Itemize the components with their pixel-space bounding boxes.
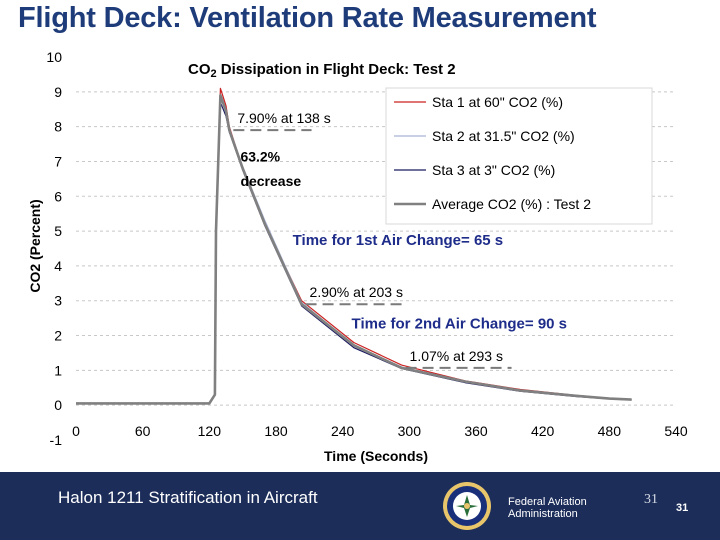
co2-dissipation-chart: [0, 40, 720, 472]
y-tick-label: 5: [54, 223, 62, 240]
y-tick-label: 2: [54, 327, 62, 344]
chart-title-suffix: Dissipation in Flight Deck: Test 2: [216, 61, 456, 78]
annotation-label: decrease: [240, 172, 302, 189]
annotation-label: 1.07% at 293 s: [409, 347, 503, 364]
footer-bar: [0, 472, 720, 540]
y-tick-label: 3: [54, 292, 62, 309]
y-tick-label: 8: [54, 118, 62, 135]
faa-seal-logo: [442, 481, 492, 531]
annotation-label: Time for 2nd Air Change= 90 s: [351, 315, 568, 333]
y-tick-label: 0: [54, 397, 62, 414]
y-tick-label: 7: [54, 153, 62, 170]
agency-line-1: Federal Aviation: [508, 496, 587, 508]
x-tick-label: 480: [597, 423, 622, 439]
chart-title-prefix: CO: [188, 61, 211, 78]
legend-label: Sta 3 at 3" CO2 (%): [432, 162, 556, 178]
y-tick-labels: [46, 49, 62, 448]
x-tick-label: 300: [397, 423, 422, 439]
x-tick-label: 120: [197, 423, 222, 439]
y-tick-label: 1: [54, 362, 62, 379]
annotation-label: Time for 1st Air Change= 65 s: [292, 232, 504, 250]
annotation-label: 2.90% at 203 s: [309, 284, 403, 301]
agency-name: [508, 496, 587, 520]
x-tick-label: 180: [264, 423, 288, 439]
slide-number: 31: [676, 502, 689, 514]
x-tick-label: 540: [664, 423, 688, 439]
annotation-label: 7.90% at 138 s: [237, 110, 331, 127]
x-tick-label: 0: [72, 423, 80, 439]
x-tick-label: 360: [464, 423, 488, 439]
y-tick-label: 4: [54, 257, 62, 274]
annotation-label: 63.2%: [240, 148, 281, 165]
y-tick-label: 10: [46, 49, 62, 65]
y-tick-label: 9: [54, 83, 62, 100]
y-tick-label: -1: [49, 432, 62, 448]
slide-title: Flight Deck: Ventilation Rate Measurement: [18, 2, 597, 34]
x-tick-label: 420: [530, 423, 555, 439]
legend: [386, 88, 652, 224]
legend-label: Sta 2 at 31.5" CO2 (%): [432, 128, 575, 144]
agency-line-2: Administration: [508, 508, 578, 520]
slide-number-small: 31: [644, 492, 658, 507]
x-axis-label: Time (Seconds): [324, 448, 428, 464]
legend-label: Sta 1 at 60" CO2 (%): [432, 94, 564, 110]
legend-label: Average CO2 (%) : Test 2: [432, 196, 591, 212]
chart-title: [188, 61, 456, 80]
footer-title: Halon 1211 Stratification in Aircraft: [58, 488, 318, 507]
y-tick-label: 6: [54, 188, 62, 205]
y-axis-label: CO2 (Percent): [27, 199, 43, 293]
x-tick-label: 240: [330, 423, 355, 439]
chart-title-subscript: 2: [210, 68, 217, 80]
x-tick-label: 60: [134, 423, 151, 439]
